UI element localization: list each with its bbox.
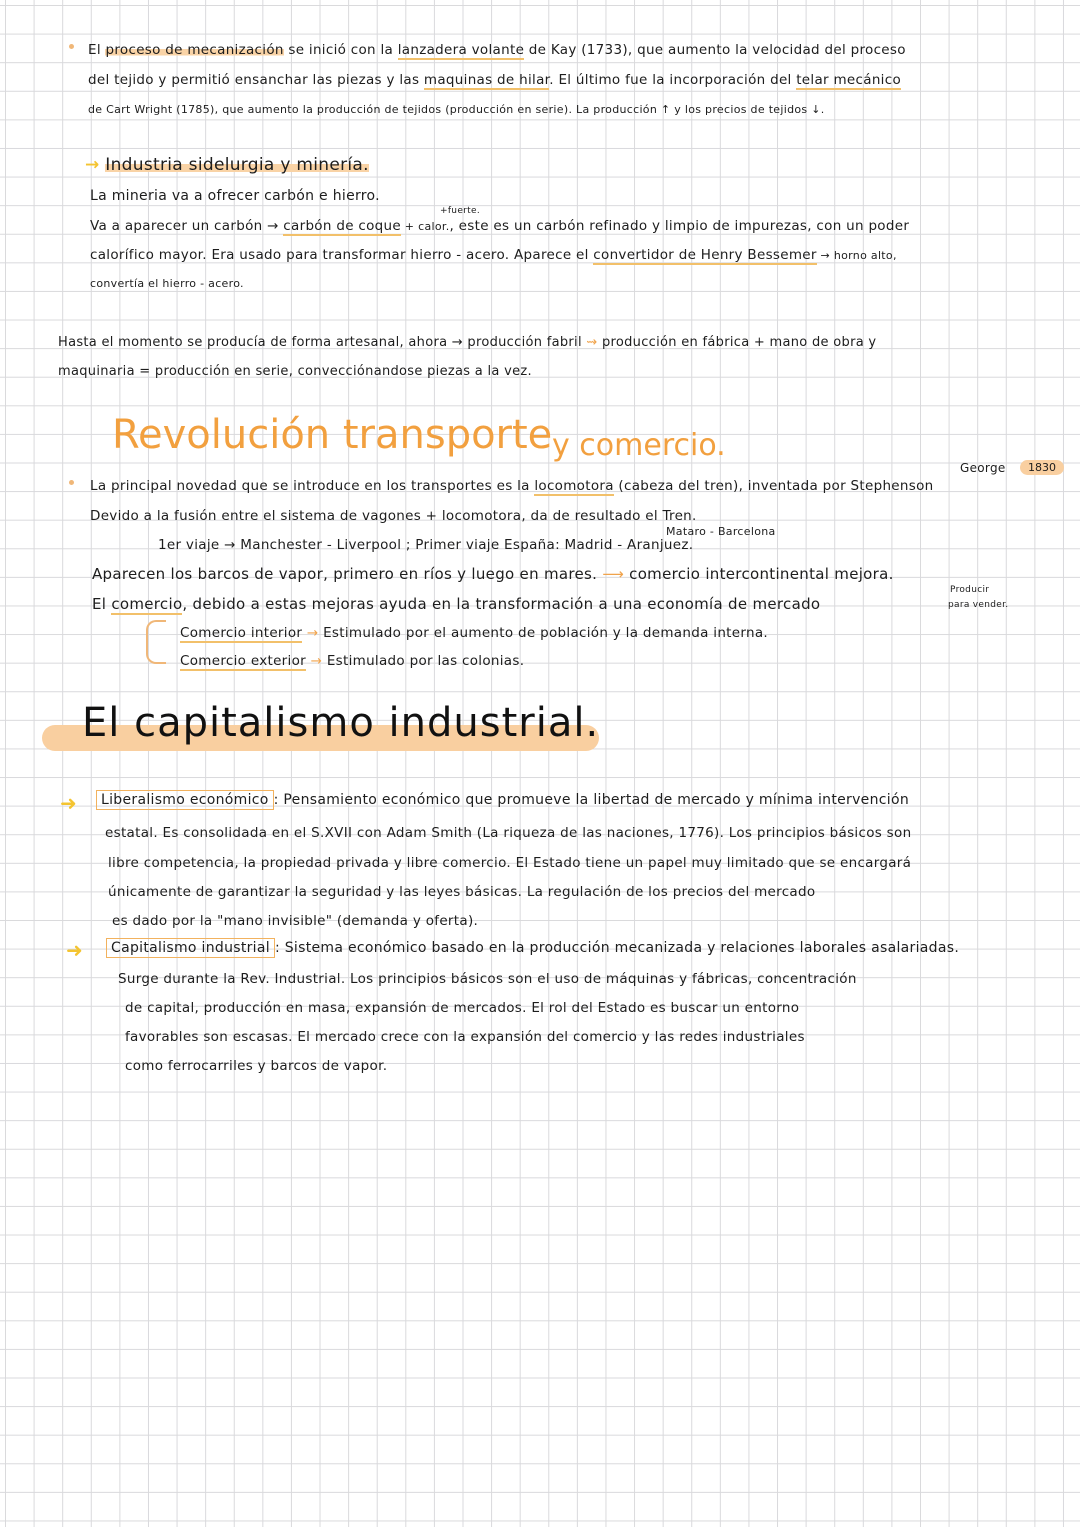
arrow-right-icon: → <box>306 625 319 641</box>
text: se inició con la <box>283 42 398 58</box>
boxed-term: Capitalismo industrial <box>106 938 275 958</box>
annotation: Mataro - Barcelona <box>666 525 776 538</box>
text: Estimulado por el aumento de población y la demanda interna. <box>323 625 769 641</box>
text-line: maquinaria = producción en serie, convecciónandose piezas a la vez. <box>58 364 532 379</box>
text: : Sistema económico basado en la producción mecanizada y relaciones laborales asalariadas. <box>274 940 960 956</box>
arrow-right-icon: ⟶ <box>602 565 625 583</box>
underlined-term: Comercio interior <box>180 625 303 641</box>
text-line <box>90 218 909 234</box>
text-line <box>158 537 693 553</box>
text: Aparecen los barcos de vapor, primero en ríos y luego en mares. <box>92 565 603 583</box>
arrow-right-icon: ➜ <box>66 938 84 962</box>
underlined-term: lanzadera volante <box>397 42 525 58</box>
text: , este es un carbón refinado y limpio de impurezas, con un poder <box>449 218 910 234</box>
underlined-term: comercio <box>111 595 183 613</box>
section-title: El capitalismo industrial. <box>82 700 600 746</box>
year-badge: 1830 <box>1020 460 1064 475</box>
underlined-term: telar mecánico <box>796 72 902 88</box>
text-line <box>180 625 768 641</box>
underlined-term: convertidor de Henry Bessemer <box>593 247 817 263</box>
text: : Pensamiento económico que promueve la libertad de mercado y mínima intervención <box>273 792 909 808</box>
text-line: convertía el hierro - acero. <box>90 277 244 290</box>
text-line: Devido a la fusión entre el sistema de vagones + locomotora, da de resultado el Tren. <box>90 508 697 524</box>
underlined-term: maquinas de hilar <box>423 72 550 88</box>
text-line <box>88 103 825 116</box>
text: calorífico mayor. Era usado para transformar hierro - acero. Aparece el <box>90 247 594 263</box>
text: Estimulado por las colonias. <box>326 653 525 669</box>
text-line: como ferrocarriles y barcos de vapor. <box>125 1058 388 1074</box>
arrow-right-icon: ➜ <box>60 791 78 815</box>
text-line <box>92 595 820 613</box>
text-line <box>96 792 909 808</box>
text: El <box>92 595 112 613</box>
down-arrow-icon: ↓ <box>811 103 821 116</box>
annotation: George <box>960 461 1006 475</box>
underlined-term: Comercio exterior <box>180 653 306 669</box>
branch-arrow-icon <box>146 620 166 664</box>
boxed-term: Liberalismo económico <box>96 790 274 810</box>
text: . El último fue la incorporación del <box>549 72 797 88</box>
text-line <box>88 42 906 58</box>
text: (cabeza del tren), inventada por Stephenson <box>613 478 934 494</box>
text-line: únicamente de garantizar la seguridad y las leyes básicas. La regulación de los precios del mercado <box>108 884 816 900</box>
annotation: → horno alto, <box>816 249 897 262</box>
text: producción en fábrica + mano de obra y <box>597 335 877 350</box>
squiggle-arrow-icon: ⇝ <box>586 335 598 350</box>
text-line <box>106 940 959 956</box>
underlined-term: locomotora <box>534 478 614 494</box>
annotation: +fuerte. <box>440 206 480 216</box>
text: 1er viaje → Manchester - Liverpool ; Primer viaje España: <box>158 537 565 553</box>
text-line: es dado por la "mano invisible" (demanda y oferta). <box>112 913 479 929</box>
annotation: Producir <box>950 585 990 595</box>
text-line <box>92 565 894 583</box>
section-title: Revolución transporte <box>112 412 553 458</box>
underlined-term: carbón de coque <box>283 218 401 234</box>
text-line: libre competencia, la propiedad privada y libre comercio. El Estado tiene un papel muy limitado que se encargará <box>108 855 912 871</box>
annotation: + calor. <box>401 220 450 233</box>
subheading <box>85 155 369 175</box>
text-line: Surge durante la Rev. Industrial. Los principios básicos son el uso de máquinas y fábricas, concentración <box>118 971 857 987</box>
text: El <box>88 42 106 58</box>
text-line <box>58 335 876 350</box>
text: La principal novedad que se introduce en los transportes es la <box>90 478 535 494</box>
up-arrow-icon: ↑ <box>660 103 671 116</box>
text: del tejido y permitió ensanchar las piezas y las <box>88 72 424 88</box>
text-line <box>90 478 934 494</box>
text: Va a aparecer un carbón → <box>90 218 284 234</box>
text: Hasta el momento se producía de forma artesanal, ahora → producción fabril <box>58 335 587 350</box>
text: , debido a estas mejoras ayuda en la transformación a una economía de mercado <box>182 595 821 613</box>
text: Madrid - Aranjuez. <box>564 537 694 553</box>
text-line: favorables son escasas. El mercado crece con la expansión del comercio y las redes industriales <box>125 1029 805 1045</box>
arrow-right-icon: → <box>310 653 323 669</box>
text-line <box>180 653 524 669</box>
text-line: de capital, producción en masa, expansión de mercados. El rol del Estado es buscar un entorno <box>125 1000 800 1016</box>
highlight-term: proceso de mecanización <box>105 42 284 58</box>
text-line: estatal. Es consolidada en el S.XVII con Adam Smith (La riqueza de las naciones, 1776). Los principios básicos son <box>105 825 912 841</box>
text: de Kay (1733), que aumento la velocidad del proceso <box>524 42 906 58</box>
text: comercio intercontinental mejora. <box>624 565 894 583</box>
bullet-dot <box>69 44 74 49</box>
text: de Cart Wright (1785), que aumento la producción de tejidos (producción en serie). La producción <box>88 103 661 116</box>
text-line: La mineria va a ofrecer carbón e hierro. <box>90 188 380 204</box>
section-title: y comercio. <box>552 428 726 463</box>
text-line <box>90 247 897 263</box>
text: y los precios de tejidos <box>670 103 812 116</box>
bullet-dot <box>69 480 74 485</box>
arrow-right-icon: → <box>85 155 100 175</box>
text: . <box>820 103 825 116</box>
text-line <box>88 72 901 88</box>
subheading-text: Industria sidelurgia y minería. <box>105 155 369 175</box>
annotation: para vender. <box>948 600 1009 610</box>
